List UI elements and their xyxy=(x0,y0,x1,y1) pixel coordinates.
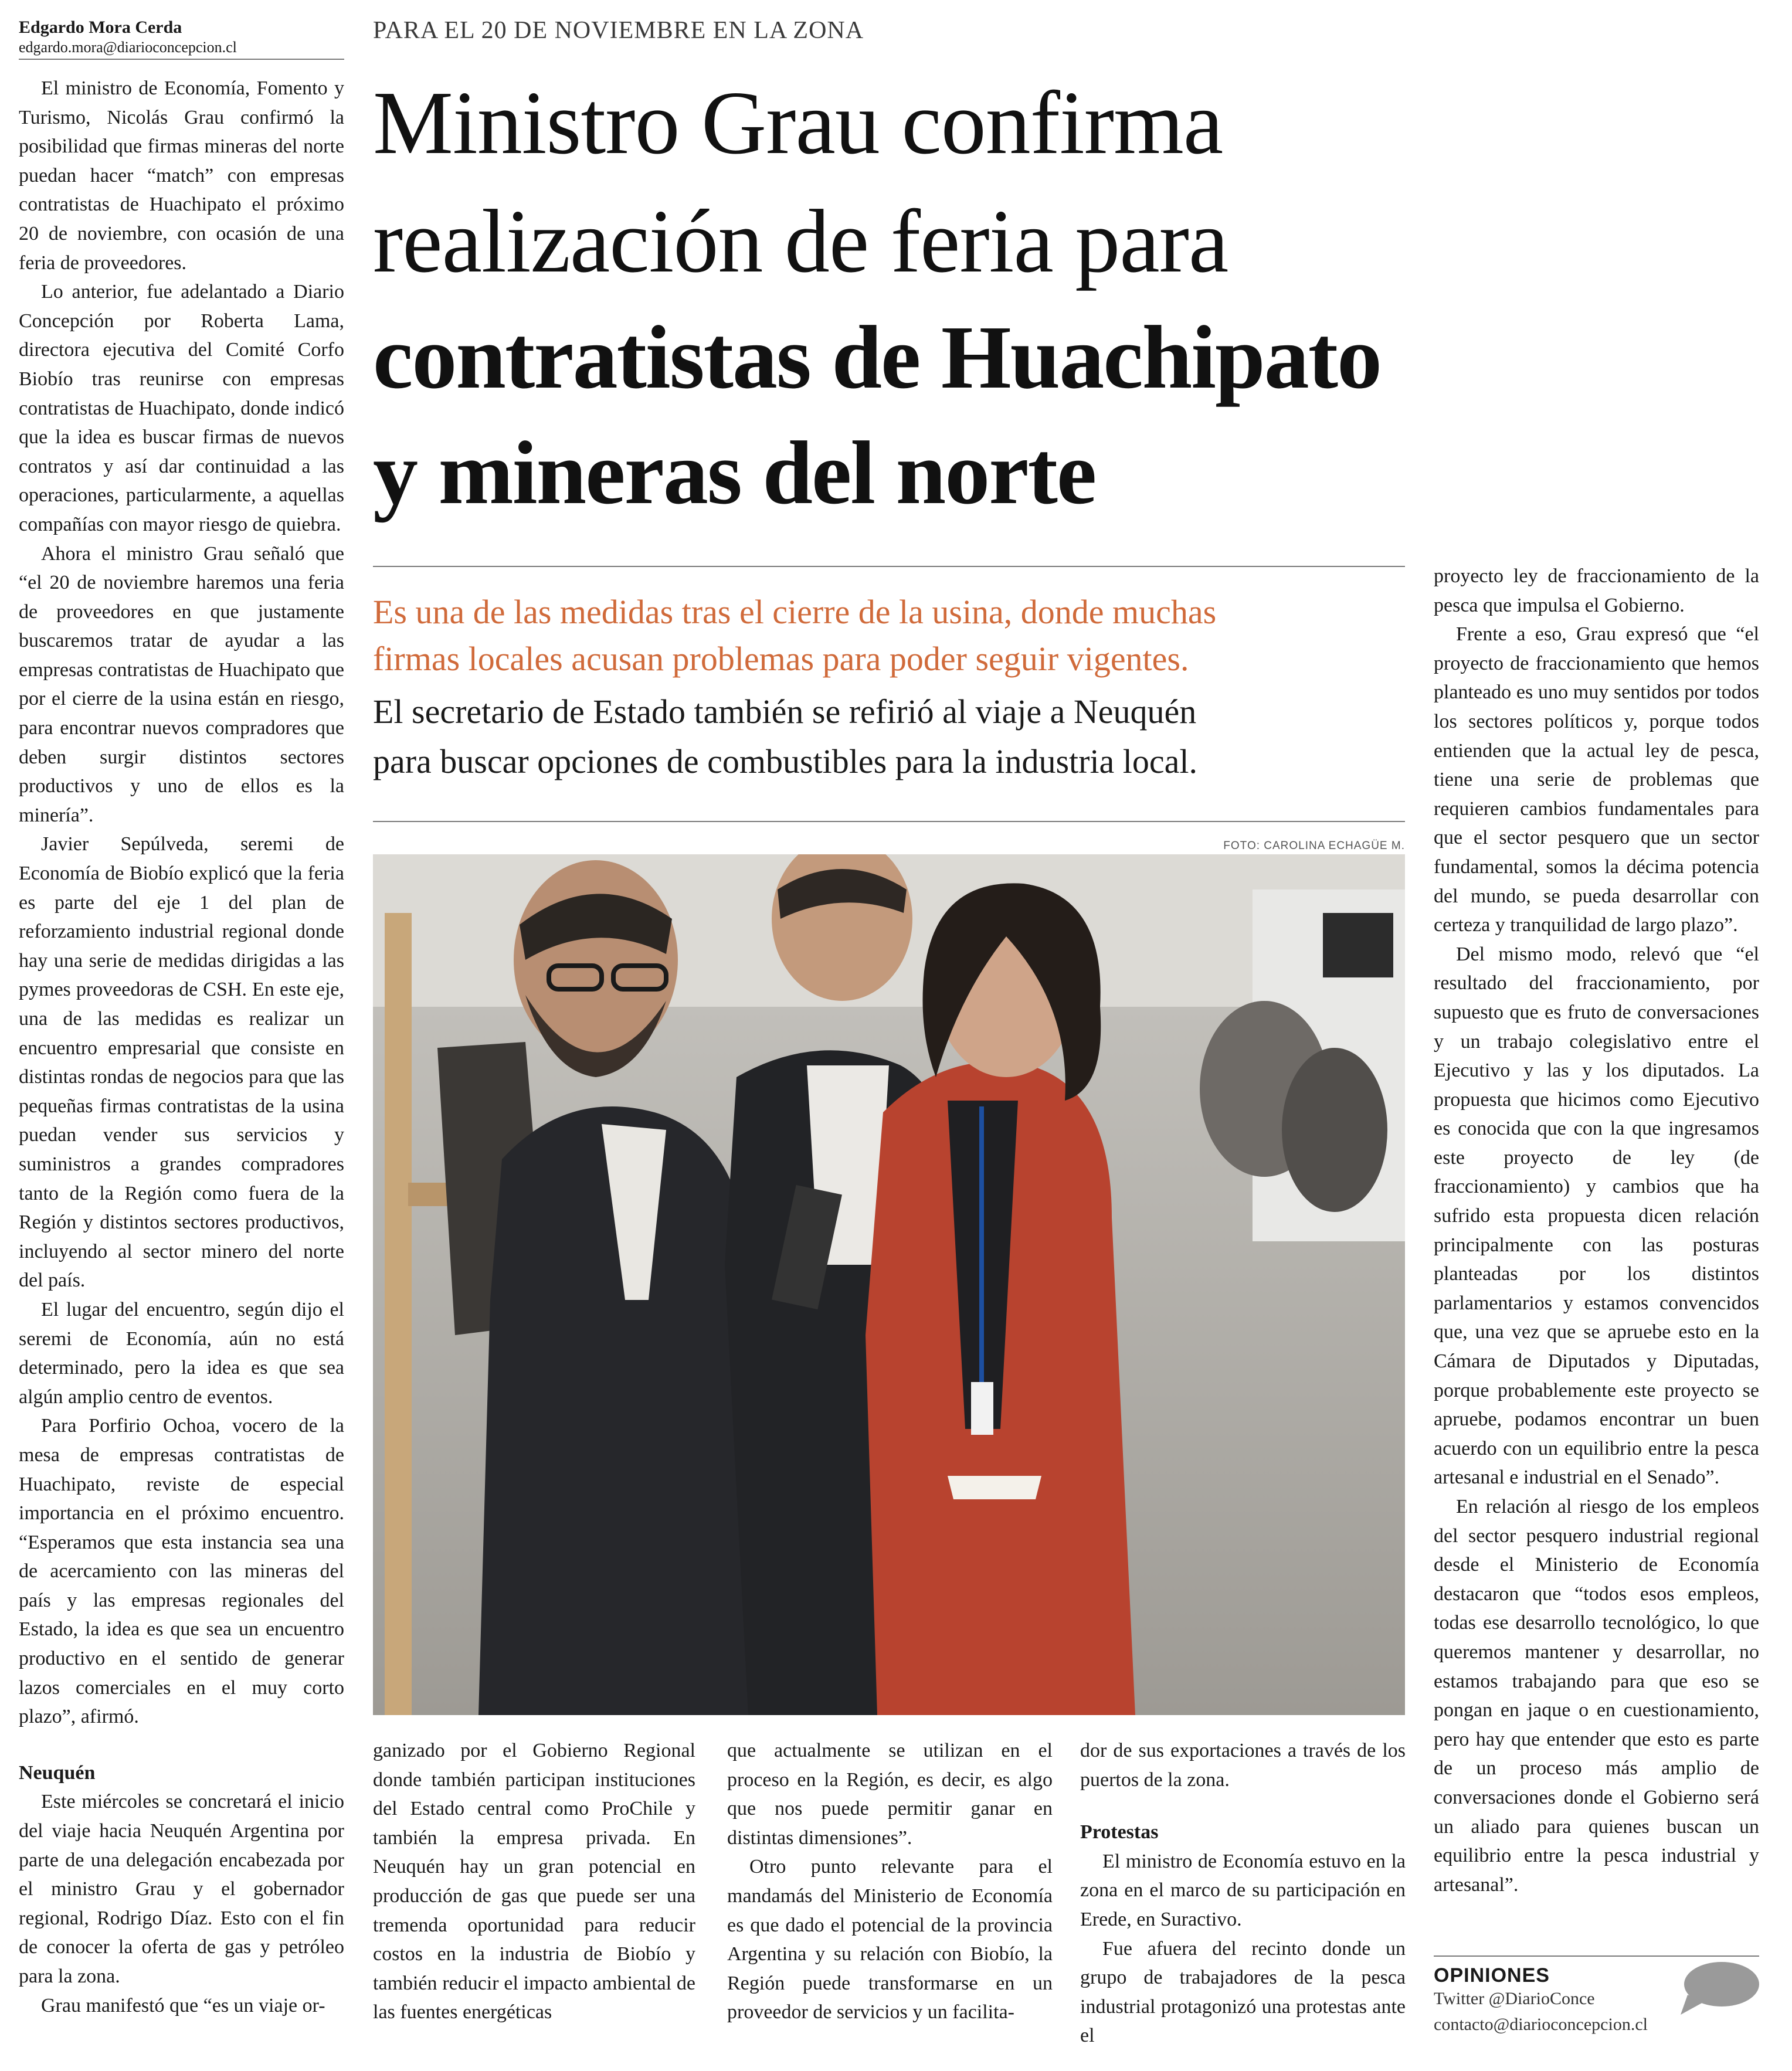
article-column-4 xyxy=(1080,1736,1406,2050)
paragraph: Fue afuera del recinto donde un grupo de trabajadores de la pesca industrial protagonizó una protestas ante el xyxy=(1080,1937,1406,2047)
photo-credit: FOTO: CAROLINA ECHAGÜE M. xyxy=(1223,840,1405,852)
deck-black-line-2: para buscar opciones de combustibles para la industria local. xyxy=(373,742,1198,780)
paragraph: que actualmente se utilizan en el proceso en la Región, es decir, es algo que nos puede permitir ganar en distintas dimensiones”. xyxy=(727,1740,1053,1849)
paragraph: Javier Sepúlveda, seremi de Economía de Biobío explicó que la feria es parte del eje 1 del plan de reforzamiento industrial regional donde hay una serie de medidas dirigidas a las pymes proveedoras de CSH. En este eje, una de las medidas es realizar un encuentro empresarial que consiste en distintas rondas de negocios para que las pequeñas firmas contratistas de la usina puedan vender sus servicios y suministros a grandes compradores tanto de la Región como fuera de la Región y distintos sectores productivos, incluyendo al sector minero del norte del país. xyxy=(19,833,344,1292)
paragraph: proyecto ley de fraccionamiento de la pesca que impulsa el Gobierno. xyxy=(1434,565,1759,616)
kicker: PARA EL 20 DE NOVIEMBRE EN LA ZONA xyxy=(373,17,864,44)
article-column-5 xyxy=(1434,562,1759,1899)
paragraph: Del mismo modo, relevó que “el resultado del fraccionamiento, por supuesto que es fruto de conversaciones y un trabajo colegislativo entre el Ejecutivo y las y los diputados. La propuesta que hicimos como Ejecutivo es conocida que con la que ingresamos este proyecto de ley (de fraccionamiento) y cambios que ha sufrido esta propuesta dicen relación principalmente con las posturas planteadas por los distintos parlamentarios y estamos convencidos que, una vez que se apruebe esto en la Cámara de Diputados y Diputadas, porque probablemente este proyecto se apruebe, podamos encontrar un buen acuerdo con un equilibrio entre la pesca artesanal e industrial en el Senado”. xyxy=(1434,943,1759,1489)
subhead-neuquen: Neuquén xyxy=(19,1761,96,1784)
paragraph: Ahora el ministro Grau señaló que “el 20 de noviembre haremos una feria de proveedores en que justamente buscaremos tratar de ayudar a las empresas contratistas de Huachipato que por el cierre de la usina están en riesgo, para encontrar nuevos compradores que deben surgir distintos sectores productivos y uno de ellos es la minería”. xyxy=(19,542,344,826)
paragraph: dor de sus exportaciones a través de los puertos de la zona. xyxy=(1080,1740,1406,1791)
subhead-protestas: Protestas xyxy=(1080,1821,1159,1843)
paragraph: Otro punto relevante para el mandamás del Ministerio de Economía es que dado el potencial de la provincia Argentina y su relación con Biobío, la Región puede transformarse en un proveedor de servicios y un facilita- xyxy=(727,1856,1053,2024)
paragraph: Para Porfirio Ochoa, vocero de la mesa de empresas contratistas de Huachipato, reviste de especial importancia en el próximo encuentro. “Esperamos que esta instancia sea una de acercamiento con las mineras del país y las empresas regionales del Estado, la idea es que sea un encuentro productivo en el sentido de generar lazos comerciales en el muy corto plazo”, afirmó. xyxy=(19,1415,344,1728)
deck-top-rule xyxy=(373,566,1405,567)
article-column-2 xyxy=(373,1736,695,2027)
opiniones-title: OPINIONES xyxy=(1434,1964,1550,1987)
paragraph: En relación al riesgo de los empleos del sector pesquero industrial regional desde el Ministerio de Economía destacaron que “todos esos empleos, todas ese desarrollo tecnológico, lo que queremos mantener y desarrollar, no estamos trabajando para que eso se pongan en jaque o en cuestionamiento, pero hay que entender que esto es parte de un proceso más amplio de conversaciones donde el Gobierno será un aliado para quienes buscan un equilibrio entre la pesca industrial y artesanal”. xyxy=(1434,1496,1759,1896)
author-email[interactable]: edgardo.mora@diarioconcepcion.cl xyxy=(19,39,237,56)
deck-orange-line-1: Es una de las medidas tras el cierre de la usina, donde muchas xyxy=(373,593,1217,631)
paragraph: El ministro de Economía estuvo en la zona en el marco de su participación en Erede, en Suractivo. xyxy=(1080,1850,1406,1930)
author-name: Edgardo Mora Cerda xyxy=(19,18,182,37)
paragraph: ganizado por el Gobierno Regional donde también participan instituciones del Estado central como ProChile y también la empresa privada. En Neuquén hay un gran potencial en producción de gas que puede ser una tremenda oportunidad para reducir costos en la industria de Biobío y también reducir el impacto ambiental de las fuentes energéticas xyxy=(373,1740,695,2024)
paragraph: El lugar del encuentro, según dijo el seremi de Economía, aún no está determinado, pero la idea es que sea algún amplio centro de eventos. xyxy=(19,1298,344,1408)
deck-orange-line-2: firmas locales acusan problemas para poder seguir vigentes. xyxy=(373,640,1189,678)
paragraph: Grau manifestó que “es un viaje or- xyxy=(41,1994,325,2016)
headline-line-4: y mineras del norte xyxy=(373,423,1096,523)
paragraph: El ministro de Economía, Fomento y Turismo, Nicolás Grau confirmó la posibilidad que firmas mineras del norte puedan hacer “match” con empresas contratistas de Huachipato el próximo 20 de noviembre, con ocasión de una feria de proveedores. xyxy=(19,77,344,274)
paragraph: Lo anterior, fue adelantado a Diario Concepción por Roberta Lama, directora ejecutiva del Comité Corfo Biobío tras reunirse con empresas contratistas de Huachipato, donde indicó que la idea es buscar firmas de nuevos contratos y así dar continuidad a las operaciones, particularmente, a aquellas compañías con mayor riesgo de quiebra. xyxy=(19,281,344,535)
paragraph: Frente a eso, Grau expresó que “el proyecto de fraccionamiento que hemos planteado es uno muy sentidos por todos los sectores políticos y, porque todos entienden que la actual ley de pesca, tiene una serie de problemas que requieren cambios fundamentales para que el sector pesquero que un sector fundamental, somos la décima potencia del mundo, se pueda desarrollar con certeza y tranquilidad de largo plazo”. xyxy=(1434,623,1759,936)
photo-illustration xyxy=(373,854,1405,1715)
article-column-3 xyxy=(727,1736,1053,2027)
speech-bubble-icon xyxy=(1678,1960,1760,2016)
byline-rule xyxy=(19,59,344,60)
photo-top-rule xyxy=(373,821,1405,822)
headline-line-2: realización de feria para xyxy=(373,192,1228,291)
headline-line-1: Ministro Grau confirma xyxy=(373,73,1223,173)
footer-rule xyxy=(1434,1955,1759,1957)
headline-line-3: contratistas de Huachipato xyxy=(373,308,1381,408)
deck-black-line-1: El secretario de Estado también se refirió al viaje a Neuquén xyxy=(373,692,1197,731)
contact-email[interactable]: contacto@diarioconcepcion.cl xyxy=(1434,2015,1648,2034)
twitter-handle[interactable]: Twitter @DiarioConce xyxy=(1434,1989,1595,2008)
article-photo xyxy=(373,854,1405,1715)
paragraph: Este miércoles se concretará el inicio del viaje hacia Neuquén Argentina por parte de una delegación encabezada por el ministro Grau y el gobernador regional, Rodrigo Díaz. Esto con el fin de conocer la oferta de gas y petróleo para la zona. xyxy=(19,1791,344,1987)
article-column-1 xyxy=(19,74,344,2020)
